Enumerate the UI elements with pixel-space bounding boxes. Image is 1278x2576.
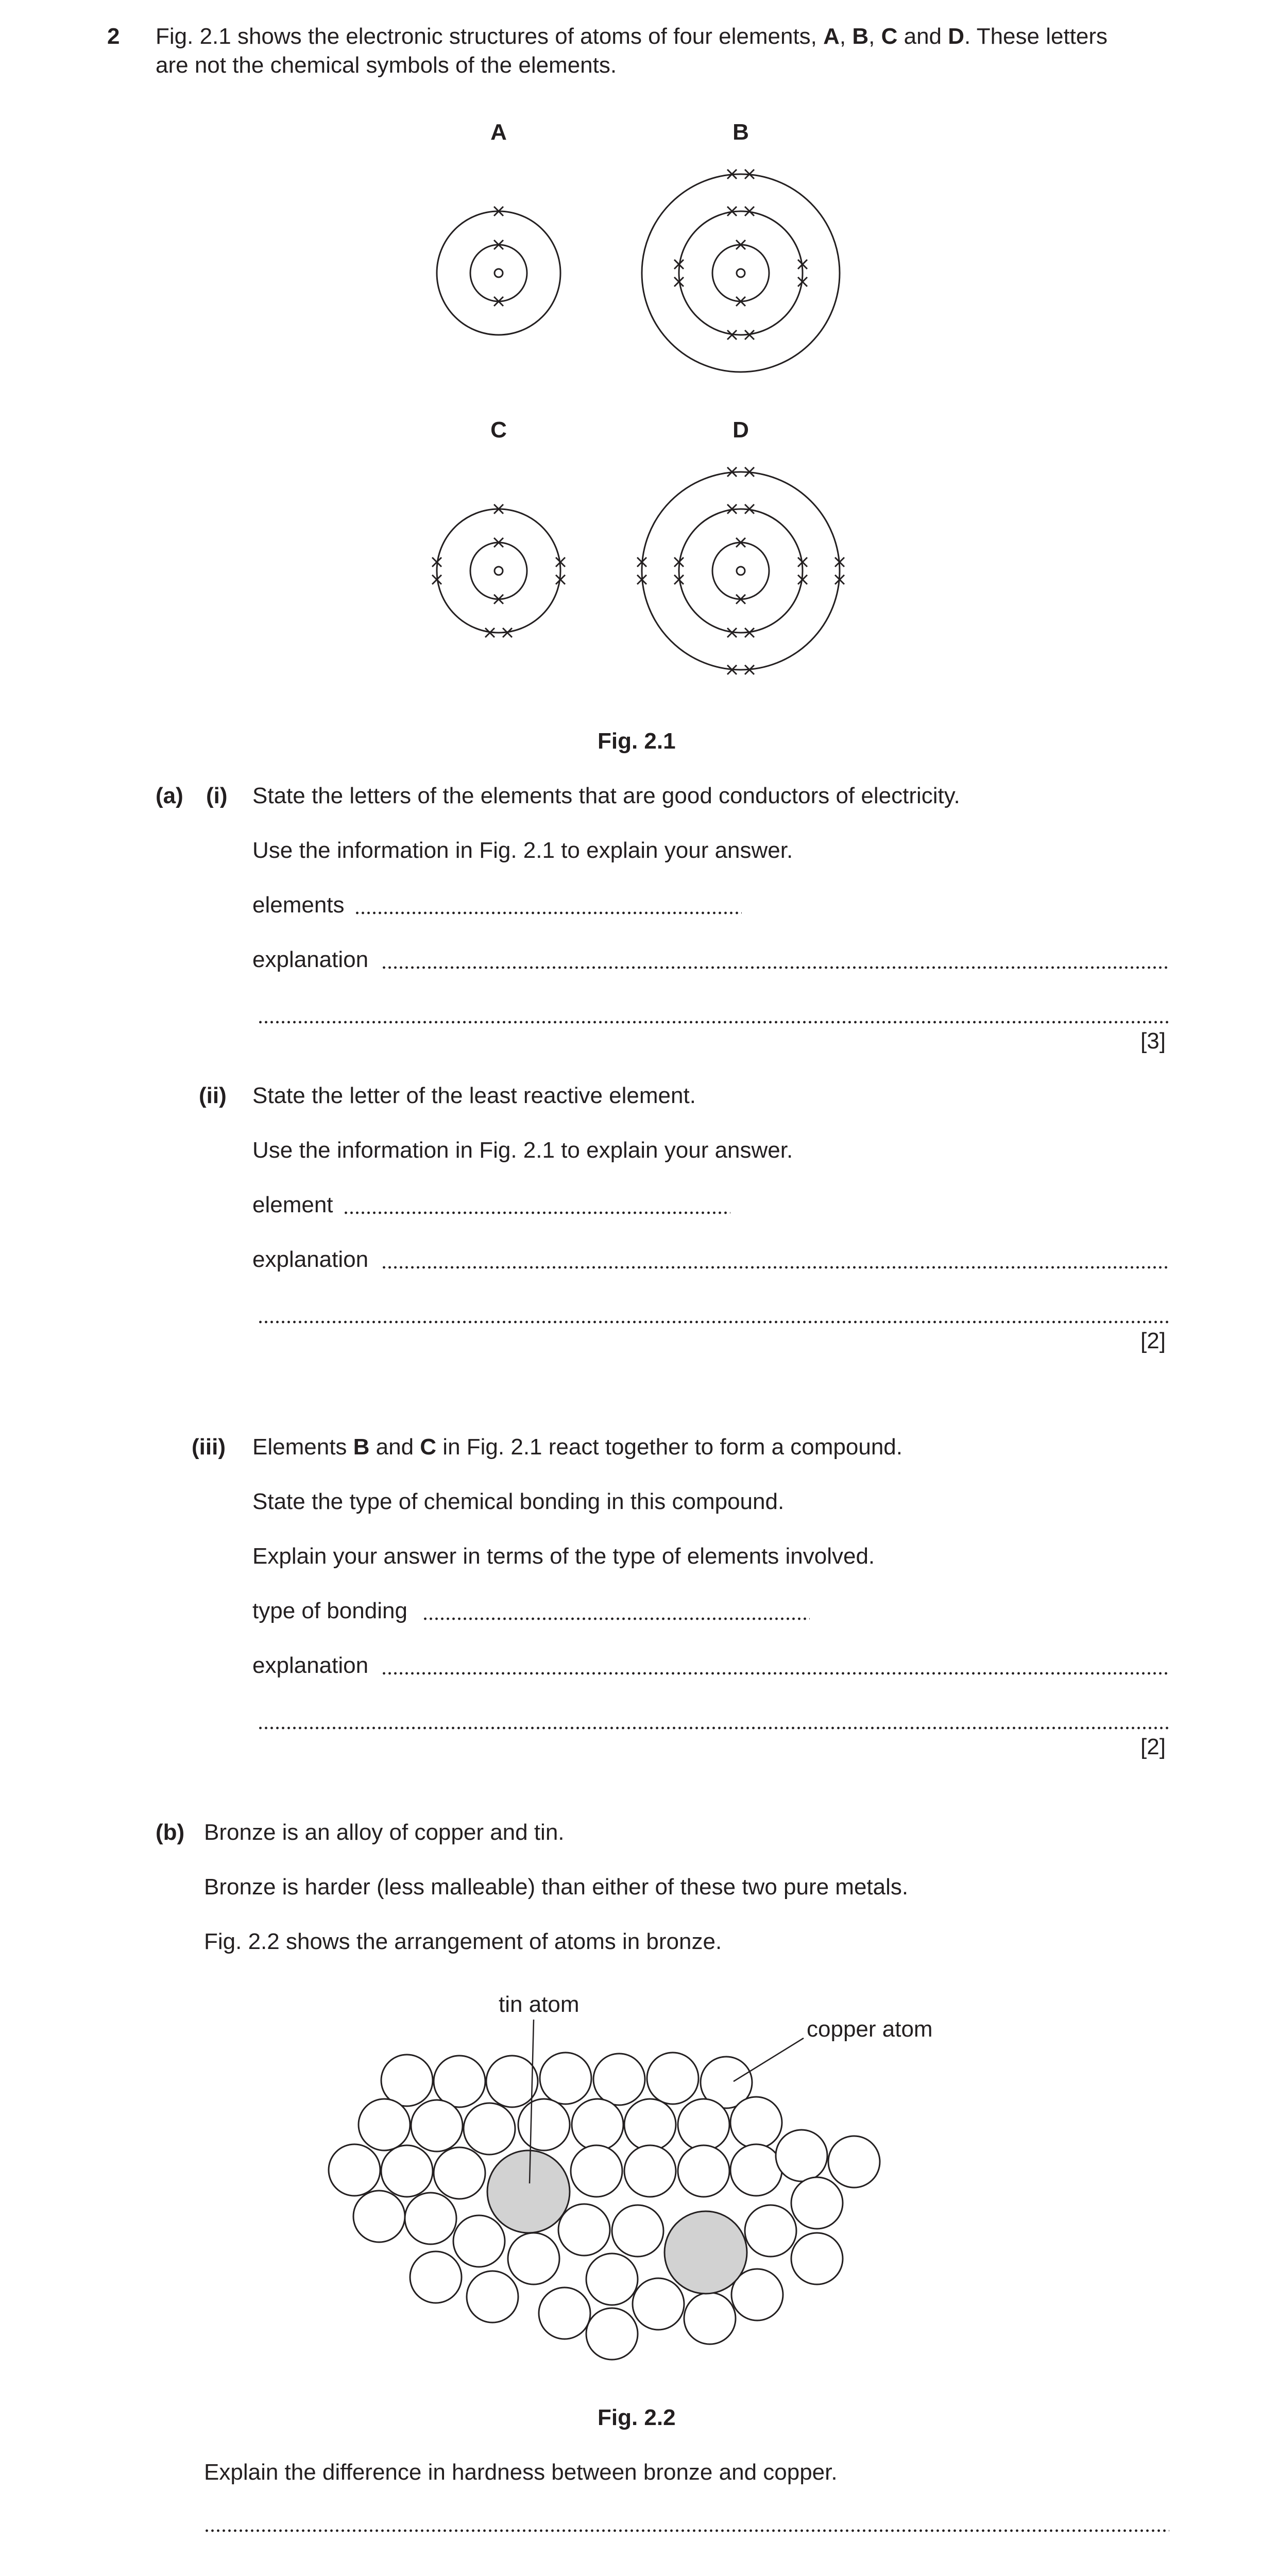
- sub-i-field-explanation: explanation: [252, 947, 369, 972]
- part-b-label: (b): [156, 1820, 185, 1845]
- copper-atom: [411, 2100, 463, 2151]
- copper-atom: [539, 2287, 590, 2339]
- question-text: in Fig. 2.1 react together to form a compound.: [436, 1434, 902, 1460]
- sub-ii-field-element: element: [252, 1192, 333, 1217]
- copper-atom: [612, 2205, 663, 2257]
- copper-atom: [745, 2205, 796, 2257]
- answer-line[interactable]: [204, 2527, 1169, 2535]
- copper-atom: [353, 2191, 405, 2242]
- sub-iii-field-bonding: type of bonding: [252, 1598, 407, 1623]
- copper-atom: [464, 2103, 515, 2155]
- copper-atom: [572, 2099, 623, 2150]
- tin-atom-label: tin atom: [499, 1992, 580, 2017]
- copper-atom: [593, 2054, 645, 2105]
- copper-atom: [453, 2215, 505, 2267]
- copper-atom-label: copper atom: [807, 2016, 933, 2042]
- copper-atom: [571, 2145, 622, 2197]
- tin-atom: [664, 2211, 747, 2294]
- atom-label-c: C: [490, 417, 507, 443]
- intro-text: ,: [839, 24, 853, 49]
- sub-i-instruction: Use the information in Fig. 2.1 to explain your answer.: [252, 838, 793, 863]
- sub-ii-instruction: Use the information in Fig. 2.1 to explain your answer.: [252, 1138, 793, 1163]
- fig-2-2-caption: Fig. 2.2: [598, 2405, 676, 2430]
- question-number: 2: [107, 24, 120, 49]
- copper-atom: [828, 2136, 880, 2188]
- atom-label-b: B: [732, 120, 749, 145]
- part-b-line-1: Bronze is an alloy of copper and tin.: [204, 1820, 565, 1845]
- copper-atom: [381, 2145, 433, 2197]
- sub-iii-instruction-2: Explain your answer in terms of the type of elements involved.: [252, 1544, 875, 1569]
- question-text: Elements: [252, 1434, 353, 1460]
- copper-atom: [586, 2308, 638, 2360]
- element-letter: C: [881, 24, 898, 49]
- copper-atom: [586, 2253, 638, 2305]
- copper-atom: [540, 2053, 591, 2104]
- part-b-line-2: Bronze is harder (less malleable) than either of these two pure metals.: [204, 1874, 909, 1900]
- marks-badge: [2]: [1140, 1328, 1166, 1353]
- marks-badge: [3]: [1140, 1028, 1166, 1054]
- copper-atom: [776, 2130, 827, 2181]
- sub-ii-label: (ii): [199, 1083, 227, 1108]
- intro-text: . These letters: [964, 24, 1108, 49]
- copper-atom: [633, 2278, 684, 2330]
- intro-text: and: [897, 24, 948, 49]
- copper-atom: [624, 2145, 676, 2197]
- copper-atom: [791, 2177, 843, 2229]
- copper-atom: [359, 2099, 410, 2150]
- copper-atom: [508, 2233, 559, 2284]
- copper-atom: [381, 2055, 433, 2106]
- part-b-line-3: Fig. 2.2 shows the arrangement of atoms in bronze.: [204, 1929, 722, 1954]
- intro-text: ,: [868, 24, 881, 49]
- copper-atom: [434, 2147, 485, 2199]
- copper-atom: [410, 2251, 462, 2303]
- marks-badge: [2]: [1140, 1734, 1166, 1759]
- sub-i-question: State the letters of the elements that are good conductors of electricity.: [252, 783, 960, 808]
- intro-line-2: are not the chemical symbols of the elements.: [156, 53, 617, 78]
- sub-iii-instruction-1: State the type of chemical bonding in this compound.: [252, 1489, 785, 1514]
- sub-ii-question: State the letter of the least reactive element.: [252, 1083, 696, 1108]
- copper-atom: [518, 2099, 570, 2150]
- intro-text: Fig. 2.1 shows the electronic structures of atoms of four elements,: [156, 24, 824, 49]
- copper-atom: [558, 2204, 610, 2256]
- copper-atom: [647, 2053, 698, 2104]
- copper-atom: [624, 2099, 676, 2150]
- element-letter: B: [852, 24, 869, 49]
- part-b-question: Explain the difference in hardness between bronze and copper.: [204, 2460, 838, 2485]
- copper-pointer-line: [734, 2038, 804, 2081]
- copper-atom: [329, 2144, 380, 2196]
- fig-2-1-caption: Fig. 2.1: [598, 728, 676, 754]
- copper-atom: [791, 2233, 843, 2284]
- copper-atom: [684, 2293, 736, 2344]
- element-letter: A: [823, 24, 840, 49]
- tin-atom: [487, 2150, 570, 2233]
- element-letter: D: [948, 24, 965, 49]
- copper-atom: [730, 2144, 782, 2196]
- copper-atom: [678, 2145, 729, 2197]
- part-a-label: (a): [156, 783, 183, 808]
- copper-atom: [486, 2056, 538, 2107]
- element-letter: C: [420, 1434, 437, 1460]
- copper-atom: [467, 2271, 518, 2323]
- element-letter: B: [353, 1434, 370, 1460]
- copper-atom: [730, 2097, 782, 2148]
- question-text: and: [369, 1434, 420, 1460]
- sub-i-field-elements: elements: [252, 892, 345, 918]
- sub-iii-label: (iii): [192, 1434, 226, 1460]
- sub-iii-field-explanation: explanation: [252, 1653, 369, 1678]
- sub-i-label: (i): [206, 783, 228, 808]
- sub-ii-field-explanation: explanation: [252, 1247, 369, 1272]
- copper-atom: [405, 2193, 456, 2244]
- atom-label-d: D: [732, 417, 749, 443]
- copper-atom: [434, 2056, 485, 2107]
- copper-atom: [678, 2099, 729, 2150]
- atom-label-a: A: [490, 120, 507, 145]
